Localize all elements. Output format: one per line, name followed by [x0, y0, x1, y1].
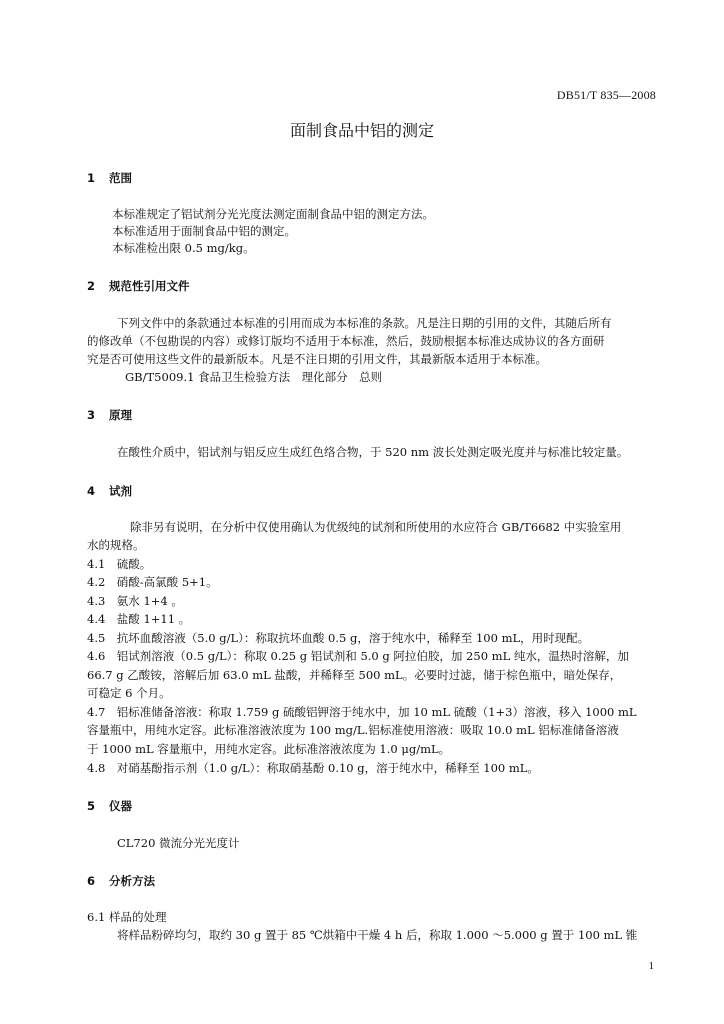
page-title: 面制食品中铝的测定	[289, 121, 434, 140]
section-4-heading	[87, 483, 132, 499]
paragraph-line: 本标准适用于面制食品中铝的测定。	[112, 224, 296, 238]
reagent-item: 4.5 抗坏血酸溶液（5.0 g/L）：称取抗坏血酸 0.5 g，溶于纯水中，稀释至 100 mL，用时现配。	[87, 631, 590, 645]
paragraph-line: 究是否可使用这些文件的最新版本。凡是不注日期的引用文件，其最新版本适用于本标准。	[87, 352, 547, 366]
paragraph-line: 在酸性介质中，铝试剂与铝反应生成红色络合物，于 520 nm 波长处测定吸光度并与标准比较定量。	[117, 445, 629, 459]
section-title: 分析方法	[109, 874, 155, 888]
reagent-item: 4.6 铝试剂溶液（0.5 g/L）：称取 0.25 g 铝试剂和 5.0 g 阿拉伯胶，加 250 mL 纯水，温热时溶解，加	[87, 649, 629, 663]
paragraph-line: 本标准规定了铝试剂分光光度法测定面制食品中铝的测定方法。	[112, 207, 434, 221]
paragraph-line: 水的规格。	[87, 538, 145, 552]
section-5-heading	[87, 798, 132, 814]
reagent-item: 4.8 对硝基酚指示剂（1.0 g/L）：称取硝基酚 0.10 g，溶于纯水中，稀释至 100 mL。	[87, 761, 539, 775]
section-title: 规范性引用文件	[109, 279, 190, 293]
paragraph-line: 本标准检出限 0.5 mg/kg。	[112, 241, 255, 255]
section-title: 仪器	[109, 799, 132, 813]
paragraph-line: 将样品粉碎均匀，取约 30 g 置于 85 ℃烘箱中干燥 4 h 后，称取 1.000 ～5.000 g 置于 100 mL 锥	[117, 928, 638, 942]
section-number: 6	[87, 874, 96, 888]
reagent-item: 4.7 铝标准储备溶液：称取 1.759 g 硫酸铝钾溶于纯水中，加 10 mL 硫酸（1+3）溶液，移入 1000 mL	[87, 705, 637, 719]
subsection-heading: 6.1 样品的处理	[87, 910, 167, 924]
section-3-heading	[87, 407, 132, 423]
section-number: 1	[87, 171, 96, 185]
paragraph-line: 于 1000 mL 容量瓶中，用纯水定容。此标准溶液浓度为 1.0 μg/mL。	[87, 742, 451, 756]
paragraph-line: 66.7 g 乙酸铵，溶解后加 63.0 mL 盐酸，并稀释至 500 mL。必要时过滤，储于棕色瓶中，暗处保存，	[87, 668, 622, 682]
section-number: 3	[87, 408, 96, 422]
section-number: 2	[87, 279, 96, 293]
reagent-item: 4.4 盐酸 1+11 。	[87, 612, 191, 626]
section-title: 原理	[109, 408, 132, 422]
reagent-item: 4.1 硫酸。	[87, 557, 152, 571]
section-number: 5	[87, 799, 96, 813]
paragraph-line: 除非另有说明，在分析中仅使用确认为优级纯的试剂和所使用的水应符合 GB/T6682 中实验室用	[130, 520, 622, 534]
paragraph-line: 的修改单（不包勘误的内容）或修订版均不适用于本标准，然后，鼓励根据本标准达成协议的各方面研	[87, 334, 605, 348]
paragraph-line: 下列文件中的条款通过本标准的引用而成为本标准的条款。凡是注日期的引用的文件，其随后所有	[117, 316, 612, 330]
paragraph-line: CL720 微流分光光度计	[117, 836, 240, 850]
document-id: DB51/T 835—2008	[556, 88, 656, 102]
reagent-item: 4.3 氨水 1+4 。	[87, 594, 183, 608]
reference-line: GB/T5009.1 食品卫生检验方法 理化部分 总则	[125, 370, 383, 384]
section-2-heading	[87, 278, 190, 294]
section-title: 试剂	[109, 484, 132, 498]
section-6-heading	[87, 873, 155, 889]
section-number: 4	[87, 484, 96, 498]
paragraph-line: 可稳定 6 个月。	[87, 686, 171, 700]
reagent-item: 4.2 硝酸-高氯酸 5+1。	[87, 575, 218, 589]
section-title: 范围	[109, 171, 132, 185]
paragraph-line: 容量瓶中，用纯水定容。此标准溶液浓度为 100 mg/L.铝标准使用溶液：吸取 10.0 mL 铝标准储备溶液	[87, 723, 619, 737]
page-number: 1	[648, 960, 654, 972]
section-1-heading	[87, 170, 132, 186]
